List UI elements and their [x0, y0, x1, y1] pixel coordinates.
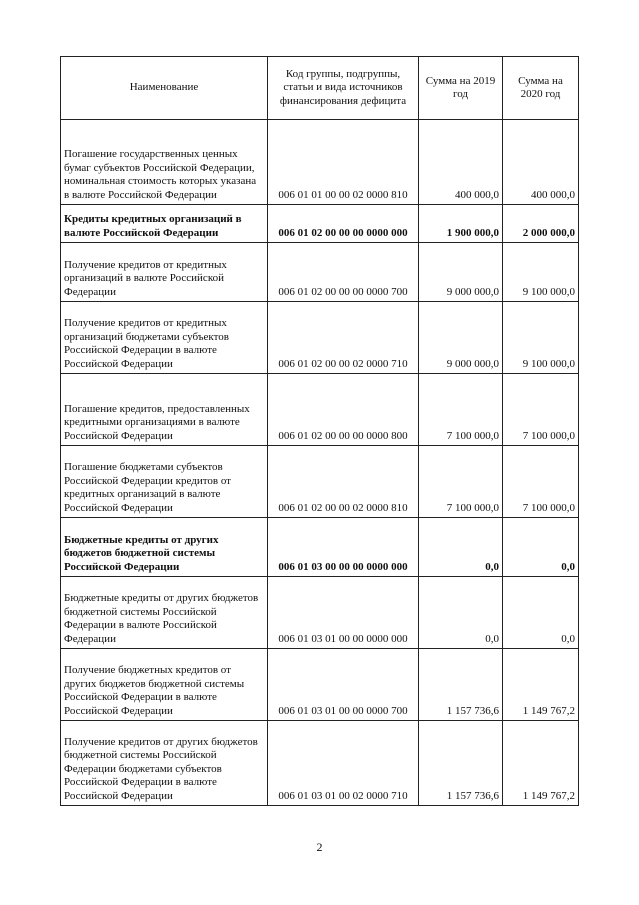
row-code: 006 01 03 00 00 00 0000 000 — [268, 518, 419, 577]
table-row — [61, 302, 579, 374]
row-code: 006 01 02 00 00 02 0000 810 — [268, 446, 419, 518]
row-code: 006 01 02 00 00 00 0000 000 — [268, 205, 419, 243]
row-code: 006 01 01 00 00 02 0000 810 — [268, 120, 419, 205]
row-sum-2019: 9 000 000,0 — [419, 243, 503, 302]
row-sum-2019: 7 100 000,0 — [419, 374, 503, 446]
row-sum-2019: 1 900 000,0 — [419, 205, 503, 243]
row-sum-2020: 0,0 — [503, 518, 579, 577]
row-sum-2020: 2 000 000,0 — [503, 205, 579, 243]
header-sum-2019: Сумма на 2019 год — [419, 57, 503, 120]
row-sum-2019: 1 157 736,6 — [419, 721, 503, 806]
row-code: 006 01 03 01 00 00 0000 000 — [268, 577, 419, 649]
table-header-row — [61, 57, 579, 120]
financing-sources-table — [60, 56, 579, 806]
table-row — [61, 649, 579, 721]
row-code: 006 01 03 01 00 00 0000 700 — [268, 649, 419, 721]
row-sum-2019: 0,0 — [419, 577, 503, 649]
table-row — [61, 721, 579, 806]
row-sum-2020: 0,0 — [503, 577, 579, 649]
row-sum-2020: 9 100 000,0 — [503, 243, 579, 302]
row-name: Погашение кредитов, предоставленных кредитными организациями в валюте Российской Федерации — [61, 374, 268, 446]
table-row — [61, 518, 579, 577]
row-name: Бюджетные кредиты от других бюджетов бюджетной системы Российской Федерации в валюте Российской Федерации — [61, 577, 268, 649]
header-name: Наименование — [61, 57, 268, 120]
table-row — [61, 243, 579, 302]
row-name: Кредиты кредитных организаций в валюте Российской Федерации — [61, 205, 268, 243]
row-sum-2019: 9 000 000,0 — [419, 302, 503, 374]
header-code: Код группы, подгруппы, статьи и вида источников финансирования дефицита — [268, 57, 419, 120]
row-sum-2020: 1 149 767,2 — [503, 649, 579, 721]
table-row — [61, 205, 579, 243]
table-row — [61, 446, 579, 518]
table-row — [61, 120, 579, 205]
row-sum-2019: 400 000,0 — [419, 120, 503, 205]
row-name: Получение бюджетных кредитов от других бюджетов бюджетной системы Российской Федерации в валюте Российской Федерации — [61, 649, 268, 721]
row-name: Получение кредитов от кредитных организаций бюджетами субъектов Российской Федерации в валюте Российской Федерации — [61, 302, 268, 374]
row-name: Погашение бюджетами субъектов Российской Федерации кредитов от кредитных организаций в валюте Российской Федерации — [61, 446, 268, 518]
row-code: 006 01 02 00 00 02 0000 710 — [268, 302, 419, 374]
table-row — [61, 577, 579, 649]
row-name: Бюджетные кредиты от других бюджетов бюджетной системы Российской Федерации — [61, 518, 268, 577]
row-name: Погашение государственных ценных бумаг субъектов Российской Федерации, номинальная стоимость которых указана в валюте Российской Федерации — [61, 120, 268, 205]
row-sum-2019: 0,0 — [419, 518, 503, 577]
row-sum-2020: 7 100 000,0 — [503, 374, 579, 446]
row-code: 006 01 02 00 00 00 0000 700 — [268, 243, 419, 302]
row-code: 006 01 03 01 00 02 0000 710 — [268, 721, 419, 806]
row-sum-2020: 7 100 000,0 — [503, 446, 579, 518]
row-name: Получение кредитов от других бюджетов бюджетной системы Российской Федерации бюджетами субъектов Российской Федерации в валюте Российской Федерации — [61, 721, 268, 806]
row-sum-2020: 1 149 767,2 — [503, 721, 579, 806]
row-code: 006 01 02 00 00 00 0000 800 — [268, 374, 419, 446]
row-name: Получение кредитов от кредитных организаций в валюте Российской Федерации — [61, 243, 268, 302]
row-sum-2020: 9 100 000,0 — [503, 302, 579, 374]
page-number: 2 — [316, 840, 323, 854]
header-sum-2020: Сумма на 2020 год — [503, 57, 579, 120]
row-sum-2019: 7 100 000,0 — [419, 446, 503, 518]
row-sum-2020: 400 000,0 — [503, 120, 579, 205]
table-row — [61, 374, 579, 446]
row-sum-2019: 1 157 736,6 — [419, 649, 503, 721]
